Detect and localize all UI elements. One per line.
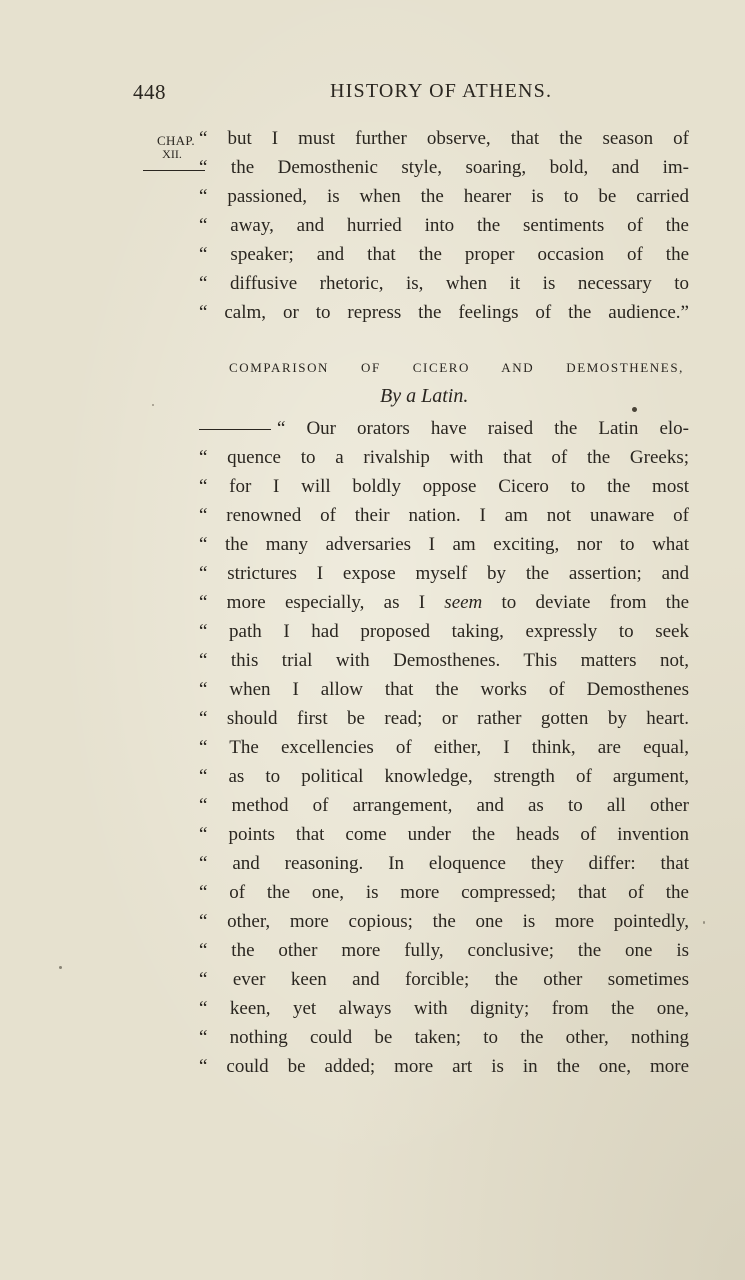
body-line: “ strictures I expose myself by the assertion; and xyxy=(199,563,689,584)
body-line: “ when I allow that the works of Demosthenes xyxy=(199,679,689,700)
italic-word: seem xyxy=(444,592,483,613)
body-line: “ quence to a rivalship with that of the Greeks; xyxy=(199,447,689,468)
body-line: “ of the one, is more compressed; that of the xyxy=(199,882,689,903)
body-line: “ points that come under the heads of invention xyxy=(199,824,689,845)
body-first-line xyxy=(199,418,689,440)
body-line: “ the many adversaries I am exciting, nor to what xyxy=(199,534,689,555)
ink-speck xyxy=(59,966,62,969)
section-heading: COMPARISON OF CICERO AND DEMOSTHENES, xyxy=(229,360,684,375)
body-line: “ keen, yet always with dignity; from the one, xyxy=(199,998,689,1019)
body-line: “ for I will boldly oppose Cicero to the most xyxy=(199,476,689,497)
running-title: HISTORY OF ATHENS. xyxy=(330,80,553,102)
body-line: “ should first be read; or rather gotten by heart. xyxy=(199,708,689,729)
chapter-label: CHAP. xyxy=(157,133,195,148)
quote-line: “ away, and hurried into the sentiments of the xyxy=(199,215,689,236)
quote-line: “ calm, or to repress the feelings of the audience.” xyxy=(199,302,689,323)
body-line: “ the other more fully, conclusive; the one is xyxy=(199,940,689,961)
body-line: “ other, more copious; the one is more pointedly, xyxy=(199,911,689,932)
body-line: “ this trial with Demosthenes. This matters not, xyxy=(199,650,689,671)
chapter-number: XII. xyxy=(162,147,182,161)
body-line: “ as to political knowledge, strength of argument, xyxy=(199,766,689,787)
body-line: “ and reasoning. In eloquence they differ: that xyxy=(199,853,689,874)
page-number: 448 xyxy=(133,80,166,104)
body-line: “ method of arrangement, and as to all other xyxy=(199,795,689,816)
body-line-prefix: “ more especially, as I xyxy=(199,592,445,613)
ink-speck xyxy=(632,407,637,412)
body-line: “ could be added; more art is in the one, more xyxy=(199,1056,689,1077)
body-line: “ The excellencies of either, I think, are equal, xyxy=(199,737,689,758)
chapter-marginal-note xyxy=(146,133,206,160)
body-line-suffix: to deviate from the xyxy=(482,592,690,613)
body-line: “ renowned of their nation. I am not unaware of xyxy=(199,505,689,526)
quote-line: “ passioned, is when the hearer is to be carried xyxy=(199,186,689,207)
running-head xyxy=(133,80,688,110)
body-line: “ ever keen and forcible; the other sometimes xyxy=(199,969,689,990)
body-line-with-italic xyxy=(199,592,689,614)
quote-line: “ diffusive rhetoric, is, when it is necessary to xyxy=(199,273,689,294)
body-line: “ path I had proposed taking, expressly to seek xyxy=(199,621,689,642)
dash-rule xyxy=(199,429,271,430)
section-subheading: By a Latin. xyxy=(380,385,469,407)
chapter-rule xyxy=(143,170,205,171)
body-first-line-text: “ Our orators have raised the Latin elo- xyxy=(277,418,689,439)
ink-speck xyxy=(152,404,154,406)
body-line: “ nothing could be taken; to the other, nothing xyxy=(199,1027,689,1048)
ink-speck xyxy=(703,921,705,924)
quote-line: “ the Demosthenic style, soaring, bold, and im- xyxy=(199,157,689,178)
quote-line: “ but I must further observe, that the season of xyxy=(199,128,689,149)
quote-line: “ speaker; and that the proper occasion of the xyxy=(199,244,689,265)
